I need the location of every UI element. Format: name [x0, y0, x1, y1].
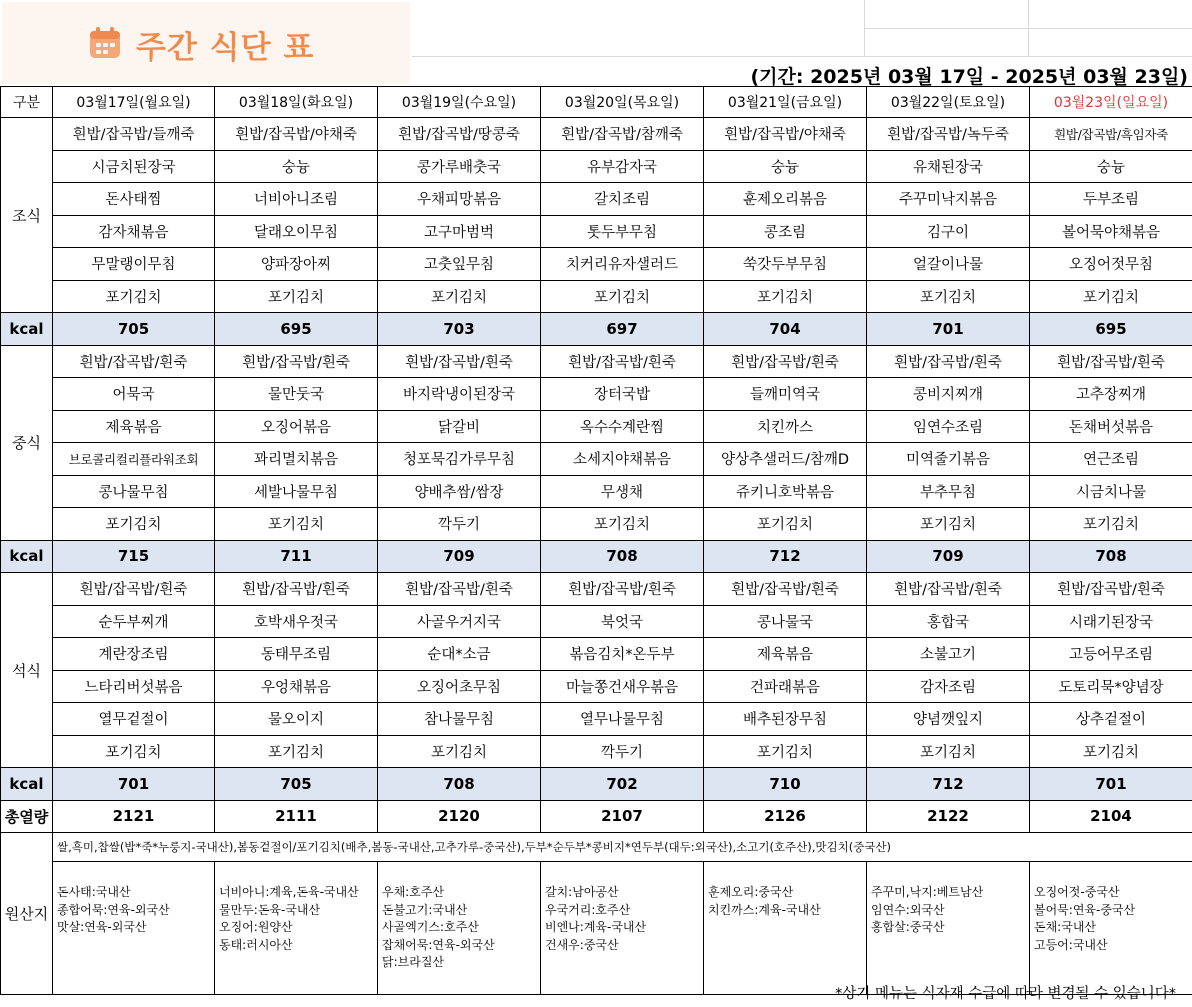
- kcal-value: 704: [704, 313, 867, 346]
- menu-cell: 상추겉절이: [1030, 703, 1192, 736]
- menu-cell: 오징어초무침: [378, 670, 541, 703]
- origin-detail-row: [1, 862, 1192, 995]
- meal-label: 조식: [1, 118, 53, 313]
- menu-cell: 흰밥/잡곡밥/참깨죽: [541, 118, 704, 151]
- menu-cell: 흰밥/잡곡밥/흰죽: [867, 345, 1030, 378]
- menu-cell: 숭늉: [1030, 150, 1192, 183]
- menu-row: [1, 443, 1192, 476]
- origin-line: 잡채어묵:연육-외국산: [382, 937, 495, 952]
- kcal-label: kcal: [1, 768, 53, 801]
- total-value: 2121: [53, 800, 215, 833]
- menu-cell: 포기김치: [867, 280, 1030, 313]
- menu-cell: 포기김치: [704, 280, 867, 313]
- menu-cell: 건파래볶음: [704, 670, 867, 703]
- kcal-value: 715: [53, 540, 215, 573]
- grid-line: [864, 28, 1192, 29]
- day-header: 03월17일(월요일): [53, 87, 215, 118]
- origin-day-cell: [704, 862, 867, 995]
- kcal-value: 709: [867, 540, 1030, 573]
- weekly-menu-table: [0, 86, 1192, 995]
- kcal-value: 697: [541, 313, 704, 346]
- menu-cell: 흰밥/잡곡밥/흰죽: [378, 345, 541, 378]
- menu-cell: 고춧잎무침: [378, 248, 541, 281]
- origin-line: 닭:브라질산: [382, 955, 445, 969]
- category-header: 구분: [1, 87, 53, 118]
- menu-cell: 흰밥/잡곡밥/흰죽: [215, 345, 378, 378]
- origin-line: 물만두:돈육-국내산: [219, 902, 321, 917]
- origin-day-cell: [378, 862, 541, 995]
- menu-cell: 달래오이무침: [215, 215, 378, 248]
- menu-row: [1, 573, 1192, 606]
- menu-cell: 장터국밥: [541, 378, 704, 411]
- menu-cell: 주꾸미낙지볶음: [867, 183, 1030, 216]
- kcal-value: 709: [378, 540, 541, 573]
- menu-cell: 흰밥/잡곡밥/흰죽: [215, 573, 378, 606]
- origin-line: 너비아니:계육,돈육-국내산: [219, 885, 359, 899]
- menu-cell: 얼갈이나물: [867, 248, 1030, 281]
- menu-cell: 홍합국: [867, 605, 1030, 638]
- menu-cell: 제육볶음: [53, 410, 215, 443]
- origin-line: 우채:호주산: [382, 885, 445, 899]
- menu-cell: 시금치된장국: [53, 150, 215, 183]
- menu-cell: 포기김치: [378, 735, 541, 768]
- menu-cell: 흰밥/잡곡밥/들깨죽: [53, 118, 215, 151]
- menu-cell: 제육볶음: [704, 638, 867, 671]
- total-row: [1, 800, 1192, 833]
- origin-line: 비엔나:계육-국내산: [545, 920, 647, 934]
- day-header: 03월19일(수요일): [378, 87, 541, 118]
- origin-line: 동태:러시아산: [219, 937, 293, 952]
- menu-cell: 소불고기: [867, 638, 1030, 671]
- day-header: 03월22일(토요일): [867, 87, 1030, 118]
- menu-cell: 흰밥/잡곡밥/흰죽: [867, 573, 1030, 606]
- menu-cell: 흰밥/잡곡밥/흰죽: [541, 573, 704, 606]
- menu-cell: 포기김치: [215, 280, 378, 313]
- origin-common-row: [1, 833, 1192, 862]
- menu-cell: 포기김치: [378, 280, 541, 313]
- menu-row: [1, 475, 1192, 508]
- menu-cell: 들깨미역국: [704, 378, 867, 411]
- menu-cell: 감자조림: [867, 670, 1030, 703]
- menu-row: [1, 280, 1192, 313]
- menu-cell: 훈제오리볶음: [704, 183, 867, 216]
- menu-cell: 포기김치: [541, 280, 704, 313]
- menu-cell: 포기김치: [1030, 280, 1192, 313]
- origin-line: 주꾸미,낙지:베트남산: [871, 885, 984, 899]
- total-value: 2122: [867, 800, 1030, 833]
- menu-cell: 부추무침: [867, 475, 1030, 508]
- origin-line: 훈제오리:중국산: [708, 885, 794, 899]
- origin-line: 돈불고기:국내산: [382, 902, 468, 917]
- menu-cell: 흰밥/잡곡밥/흰죽: [53, 573, 215, 606]
- menu-cell: 배추된장무침: [704, 703, 867, 736]
- menu-cell: 동태무조림: [215, 638, 378, 671]
- menu-cell: 콩비지찌개: [867, 378, 1030, 411]
- calendar-icon: [88, 26, 122, 60]
- total-label: 총열량: [1, 800, 53, 833]
- menu-cell: 김구이: [867, 215, 1030, 248]
- menu-cell: 포기김치: [1030, 735, 1192, 768]
- menu-cell: 임연수조림: [867, 410, 1030, 443]
- menu-cell: 바지락냉이된장국: [378, 378, 541, 411]
- kcal-value: 705: [215, 768, 378, 801]
- menu-cell: 톳두부무침: [541, 215, 704, 248]
- menu-row: [1, 508, 1192, 541]
- menu-cell: 콩나물국: [704, 605, 867, 638]
- day-header: 03월21일(금요일): [704, 87, 867, 118]
- kcal-label: kcal: [1, 313, 53, 346]
- header-row: [1, 87, 1192, 118]
- menu-cell: 열무나물무침: [541, 703, 704, 736]
- menu-cell: 포기김치: [53, 280, 215, 313]
- period-text: (기간: 2025년 03월 17일 - 2025년 03월 23일): [750, 66, 1188, 88]
- total-value: 2104: [1030, 800, 1192, 833]
- kcal-value: 712: [867, 768, 1030, 801]
- meal-label: 중식: [1, 345, 53, 540]
- menu-cell: 순대*소금: [378, 638, 541, 671]
- menu-cell: 포기김치: [704, 735, 867, 768]
- menu-cell: 호박새우젓국: [215, 605, 378, 638]
- menu-cell: 세발나물무침: [215, 475, 378, 508]
- menu-cell: 돈채버섯볶음: [1030, 410, 1192, 443]
- menu-cell: 오징어볶음: [215, 410, 378, 443]
- menu-row: [1, 215, 1192, 248]
- menu-row: [1, 735, 1192, 768]
- kcal-row: [1, 313, 1192, 346]
- kcal-value: 712: [704, 540, 867, 573]
- menu-cell: 양상추샐러드/참깨D: [704, 443, 867, 476]
- total-value: 2107: [541, 800, 704, 833]
- day-header: 03월18일(화요일): [215, 87, 378, 118]
- menu-cell: 숭늉: [704, 150, 867, 183]
- menu-row: [1, 378, 1192, 411]
- kcal-value: 705: [53, 313, 215, 346]
- kcal-value: 702: [541, 768, 704, 801]
- menu-row: [1, 670, 1192, 703]
- origin-line: 볼어묵:연육-중국산: [1034, 902, 1136, 917]
- menu-cell: 포기김치: [867, 508, 1030, 541]
- total-value: 2111: [215, 800, 378, 833]
- menu-cell: 오징어젓무침: [1030, 248, 1192, 281]
- menu-cell: 콩가루배춧국: [378, 150, 541, 183]
- menu-cell: 포기김치: [1030, 508, 1192, 541]
- total-value: 2120: [378, 800, 541, 833]
- menu-cell: 고구마범벅: [378, 215, 541, 248]
- menu-cell: 볼어묵야채볶음: [1030, 215, 1192, 248]
- menu-cell: 북엇국: [541, 605, 704, 638]
- origin-line: 오징어:원양산: [219, 920, 293, 934]
- menu-cell: 흰밥/잡곡밥/흰죽: [53, 345, 215, 378]
- menu-cell: 느타리버섯볶음: [53, 670, 215, 703]
- menu-cell: 콩조림: [704, 215, 867, 248]
- menu-cell: 고추장찌개: [1030, 378, 1192, 411]
- menu-cell: 포기김치: [867, 735, 1030, 768]
- menu-cell: 깍두기: [378, 508, 541, 541]
- menu-cell: 유부감자국: [541, 150, 704, 183]
- origin-line: 오징어젓-중국산: [1034, 885, 1120, 899]
- menu-cell: 어묵국: [53, 378, 215, 411]
- origin-line: 임연수:외국산: [871, 902, 945, 917]
- origin-line: 홍합살:중국산: [871, 920, 945, 934]
- menu-cell: 치킨까스: [704, 410, 867, 443]
- menu-cell: 볶음김치*온두부: [541, 638, 704, 671]
- origin-day-cell: [53, 862, 215, 995]
- menu-cell: 고등어무조림: [1030, 638, 1192, 671]
- menu-row: [1, 703, 1192, 736]
- menu-cell: 흰밥/잡곡밥/흰죽: [704, 345, 867, 378]
- menu-row: [1, 638, 1192, 671]
- menu-cell: 양념깻잎지: [867, 703, 1030, 736]
- page-title: 주간 식단 표: [136, 30, 315, 66]
- menu-cell: 시래기된장국: [1030, 605, 1192, 638]
- menu-cell: 계란장조림: [53, 638, 215, 671]
- menu-cell: 포기김치: [53, 508, 215, 541]
- menu-cell: 우엉채볶음: [215, 670, 378, 703]
- origin-line: 돈채:국내산: [1034, 920, 1097, 934]
- origin-line: 갈치:남아공산: [545, 885, 619, 899]
- menu-cell: 무생채: [541, 475, 704, 508]
- menu-cell: 물만둣국: [215, 378, 378, 411]
- grid-line: [412, 56, 1192, 57]
- menu-cell: 도토리묵*양념장: [1030, 670, 1192, 703]
- origin-line: 돈사태:국내산: [57, 885, 131, 899]
- kcal-value: 701: [867, 313, 1030, 346]
- menu-cell: 흰밥/잡곡밥/흑임자죽: [1030, 118, 1192, 151]
- origin-line: 우국거리:호주산: [545, 902, 631, 917]
- menu-cell: 소세지야채볶음: [541, 443, 704, 476]
- menu-cell: 돈사태찜: [53, 183, 215, 216]
- menu-row: [1, 183, 1192, 216]
- menu-cell: 우채피망볶음: [378, 183, 541, 216]
- origin-day-cell: [1030, 862, 1192, 995]
- origin-line: 종합어묵:연육-외국산: [57, 902, 170, 917]
- menu-row: [1, 150, 1192, 183]
- menu-row: [1, 410, 1192, 443]
- menu-cell: 청포묵김가루무침: [378, 443, 541, 476]
- menu-cell: 열무겉절이: [53, 703, 215, 736]
- menu-cell: 유채된장국: [867, 150, 1030, 183]
- menu-cell: 무말랭이무침: [53, 248, 215, 281]
- origin-line: 치킨까스:계육-국내산: [708, 902, 821, 917]
- kcal-value: 703: [378, 313, 541, 346]
- menu-row: [1, 345, 1192, 378]
- menu-cell: 흰밥/잡곡밥/흰죽: [704, 573, 867, 606]
- menu-cell: 흰밥/잡곡밥/흰죽: [1030, 345, 1192, 378]
- origin-day-cell: [541, 862, 704, 995]
- menu-cell: 연근조림: [1030, 443, 1192, 476]
- menu-cell: 갈치조림: [541, 183, 704, 216]
- menu-cell: 꽈리멸치볶음: [215, 443, 378, 476]
- origin-common: 쌀,흑미,찹쌀(밥*죽*누룽지-국내산),봄동겉절이/포기김치(배추,봄동-국내산,고추가루-중국산),두부*순두부*콩비지*연두부(대두:외국산),소고기(호주산),맛김치(중국산): [53, 833, 1192, 862]
- total-value: 2126: [704, 800, 867, 833]
- menu-cell: 쑥갓두부무침: [704, 248, 867, 281]
- kcal-value: 711: [215, 540, 378, 573]
- title-box: [2, 2, 410, 84]
- origin-line: 맛살:연육-외국산: [57, 920, 147, 934]
- menu-cell: 치커리유자샐러드: [541, 248, 704, 281]
- meal-label: 석식: [1, 573, 53, 768]
- origin-day-cell: [215, 862, 378, 995]
- menu-cell: 흰밥/잡곡밥/흰죽: [1030, 573, 1192, 606]
- menu-cell: 깍두기: [541, 735, 704, 768]
- menu-cell: 두부조림: [1030, 183, 1192, 216]
- menu-cell: 쥬키니호박볶음: [704, 475, 867, 508]
- menu-cell: 물오이지: [215, 703, 378, 736]
- menu-cell: 흰밥/잡곡밥/야채죽: [215, 118, 378, 151]
- menu-cell: 포기김치: [215, 735, 378, 768]
- kcal-row: [1, 540, 1192, 573]
- kcal-value: 708: [541, 540, 704, 573]
- menu-cell: 포기김치: [541, 508, 704, 541]
- kcal-value: 710: [704, 768, 867, 801]
- kcal-value: 701: [1030, 768, 1192, 801]
- origin-line: 사골엑기스:호주산: [382, 920, 479, 934]
- menu-cell: 숭늉: [215, 150, 378, 183]
- menu-cell: 마늘쫑건새우볶음: [541, 670, 704, 703]
- footnote: *상기 메뉴는 식자재 수급에 따라 변경될 수 있습니다*: [835, 986, 1176, 1002]
- menu-cell: 참나물무침: [378, 703, 541, 736]
- kcal-value: 708: [1030, 540, 1192, 573]
- menu-cell: 흰밥/잡곡밥/흰죽: [378, 573, 541, 606]
- origin-line: 고등어:국내산: [1034, 937, 1108, 952]
- menu-cell: 포기김치: [215, 508, 378, 541]
- menu-cell: 순두부찌개: [53, 605, 215, 638]
- origin-line: 건새우:중국산: [545, 937, 619, 952]
- menu-cell: 너비아니조림: [215, 183, 378, 216]
- menu-cell: 옥수수계란찜: [541, 410, 704, 443]
- menu-row: [1, 605, 1192, 638]
- menu-cell: 포기김치: [704, 508, 867, 541]
- day-header: 03월23일(일요일): [1030, 87, 1192, 118]
- kcal-value: 695: [215, 313, 378, 346]
- origin-label: 원산지: [1, 833, 53, 995]
- menu-cell: 미역줄기볶음: [867, 443, 1030, 476]
- kcal-label: kcal: [1, 540, 53, 573]
- day-header: 03월20일(목요일): [541, 87, 704, 118]
- menu-cell: 흰밥/잡곡밥/녹두죽: [867, 118, 1030, 151]
- menu-row: [1, 118, 1192, 151]
- menu-cell: 콩나물무침: [53, 475, 215, 508]
- menu-cell: 흰밥/잡곡밥/야채죽: [704, 118, 867, 151]
- kcal-value: 695: [1030, 313, 1192, 346]
- menu-cell: 흰밥/잡곡밥/땅콩죽: [378, 118, 541, 151]
- menu-cell: 양배추쌈/쌈장: [378, 475, 541, 508]
- menu-cell: 닭갈비: [378, 410, 541, 443]
- menu-cell: 브로콜리컬리플라워조회: [53, 443, 215, 476]
- menu-cell: 포기김치: [53, 735, 215, 768]
- menu-row: [1, 248, 1192, 281]
- kcal-value: 701: [53, 768, 215, 801]
- menu-cell: 양파장아찌: [215, 248, 378, 281]
- kcal-value: 708: [378, 768, 541, 801]
- kcal-row: [1, 768, 1192, 801]
- menu-cell: 흰밥/잡곡밥/흰죽: [541, 345, 704, 378]
- menu-cell: 감자채볶음: [53, 215, 215, 248]
- origin-day-cell: [867, 862, 1030, 995]
- menu-cell: 시금치나물: [1030, 475, 1192, 508]
- menu-cell: 사골우거지국: [378, 605, 541, 638]
